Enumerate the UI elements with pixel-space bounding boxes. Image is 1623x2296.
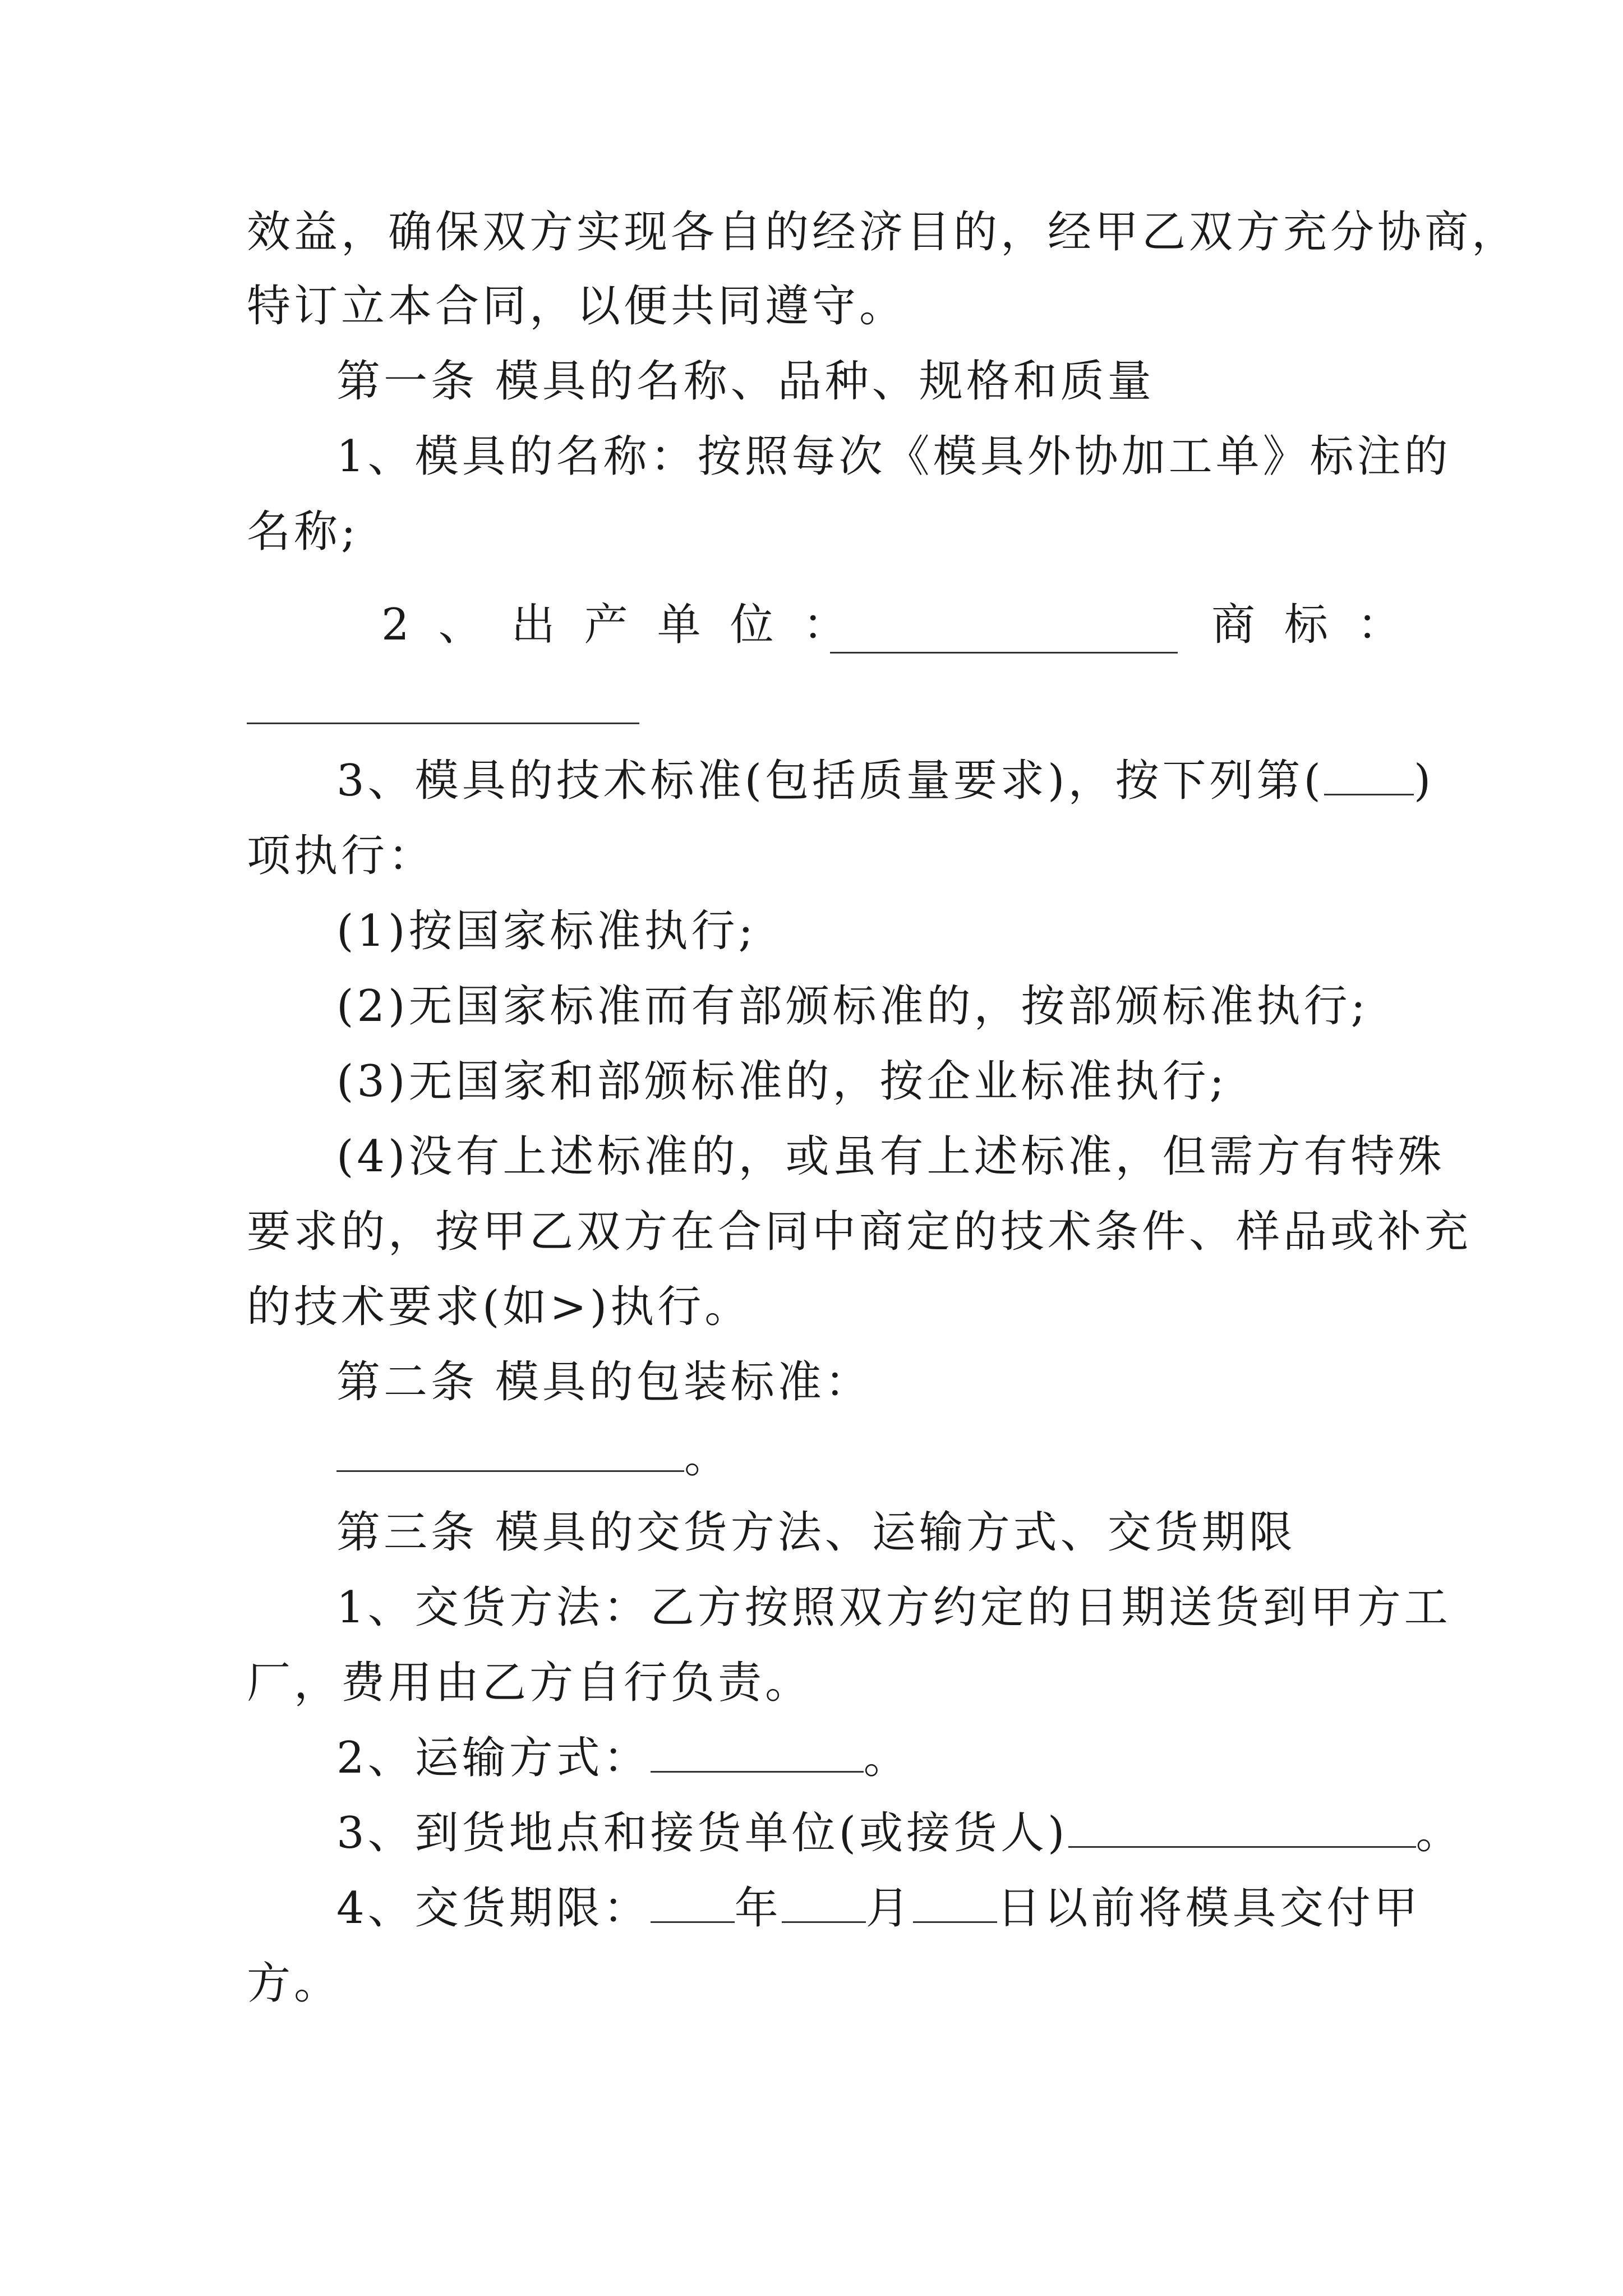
list-item: (4)没有上述标准的，或虽有上述标准，但需方有特殊	[336, 1131, 1445, 1182]
trademark-label: 商标：	[1211, 600, 1431, 650]
packaging-blank[interactable]	[336, 1435, 684, 1472]
text-span: 。	[863, 1733, 911, 1783]
article-3-heading: 第三条 模具的交货方法、运输方式、交货期限	[336, 1507, 1296, 1558]
year-blank[interactable]	[651, 1887, 735, 1923]
manufacturer-label: 2、出产单位：	[381, 600, 876, 650]
text-span: )	[1413, 756, 1435, 806]
text-line: 方。	[247, 1958, 342, 2009]
list-item: (3)无国家和部颁标准的，按企业标准执行;	[336, 1056, 1228, 1107]
day-blank[interactable]	[913, 1887, 997, 1923]
text-span: 年	[734, 1883, 782, 1934]
tech-standard-line	[336, 753, 1475, 809]
list-item: (1)按国家标准执行;	[336, 906, 757, 956]
delivery-deadline-line	[336, 1880, 1475, 1936]
item-number-blank[interactable]	[1324, 759, 1414, 795]
trademark-blank[interactable]	[247, 723, 639, 724]
text-span: 月	[865, 1883, 913, 1934]
text-span: 3、模具的技术标准(包括质量要求)，按下列第(	[336, 756, 1324, 806]
text-line: 的技术要求(如>)执行。	[247, 1282, 752, 1332]
transport-line	[336, 1730, 1475, 1786]
text-line: 效益，确保双方实现各自的经济目的，经甲乙双方充分协商，	[247, 207, 1519, 257]
text-span: 3、到货地点和接货单位(或接货人)	[336, 1808, 1068, 1858]
text-span: 2、运输方式：	[336, 1733, 651, 1783]
text-line: 名称;	[247, 507, 359, 557]
text-line: 特订立本合同，以便共同遵守。	[247, 281, 907, 332]
transport-blank[interactable]	[651, 1736, 864, 1773]
text-span: 。	[684, 1432, 732, 1483]
list-item: (2)无国家标准而有部颁标准的，按部颁标准执行;	[336, 981, 1369, 1032]
text-line: 项执行：	[247, 831, 436, 881]
trademark-line	[1211, 597, 1431, 653]
article-2-heading: 第二条 模具的包装标准：	[336, 1357, 872, 1407]
delivery-place-blank[interactable]	[1068, 1811, 1416, 1848]
packaging-line	[336, 1429, 1475, 1485]
article-1-heading: 第一条 模具的名称、品种、规格和质量	[336, 356, 1155, 407]
manufacturer-blank[interactable]	[830, 617, 1178, 654]
month-blank[interactable]	[782, 1887, 866, 1923]
text-line: 厂，费用由乙方自行负责。	[247, 1658, 813, 1708]
text-span: 日以前将模具交付甲	[997, 1883, 1421, 1934]
text-line: 1、模具的名称：按照每次《模具外协加工单》标注的	[336, 431, 1451, 482]
text-span: 。	[1415, 1808, 1463, 1858]
delivery-place-line	[336, 1805, 1475, 1861]
text-line: 要求的，按甲乙双方在合同中商定的技术条件、样品或补充	[247, 1207, 1472, 1257]
text-line: 1、交货方法：乙方按照双方约定的日期送货到甲方工	[336, 1582, 1451, 1633]
text-span: 4、交货期限：	[336, 1883, 651, 1934]
